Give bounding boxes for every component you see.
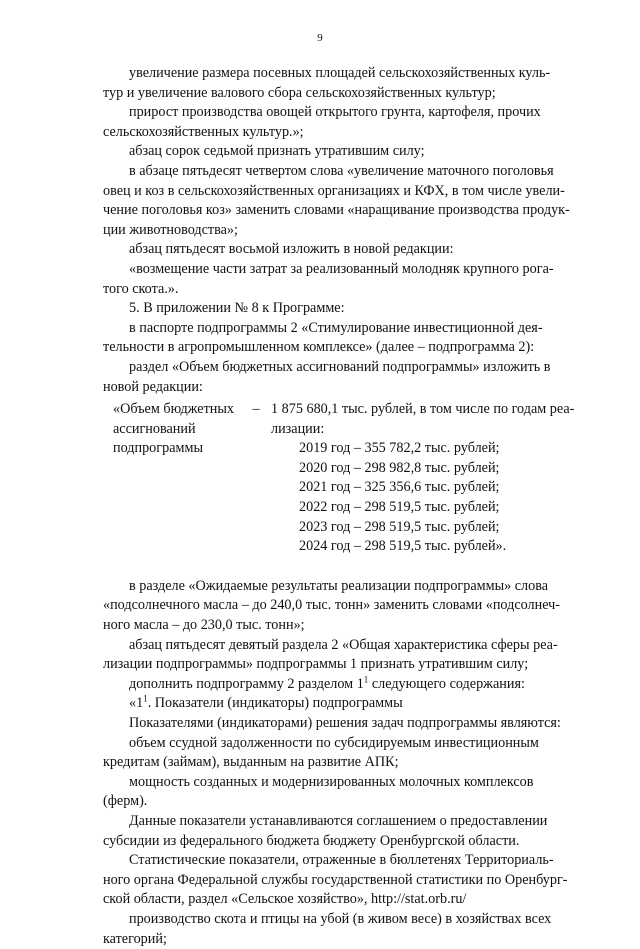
text-line: тур и увеличение валового сбора сельскохозяйственных культур; xyxy=(103,84,496,101)
bottom-paragraph xyxy=(103,636,599,675)
bottom-paragraph xyxy=(103,734,599,773)
budget-years-list xyxy=(271,439,599,557)
budget-year-line: 2021 год – 325 356,6 тыс. рублей; xyxy=(299,479,500,496)
budget-label-line: подпрограммы xyxy=(113,440,203,457)
budget-year-line: 2019 год – 355 782,2 тыс. рублей; xyxy=(299,440,500,457)
bottom-paragraph xyxy=(103,851,599,910)
text-line: Статистические показатели, отраженные в бюллетенях Территориаль- xyxy=(129,852,554,869)
text-line: увеличение размера посевных площадей сельскохозяйственных куль- xyxy=(129,65,551,81)
text-line: ного масла – до 230,0 тыс. тонн»; xyxy=(103,617,305,634)
text-line: сельскохозяйственных культур.»; xyxy=(103,123,304,140)
text-line: Показателями (индикаторами) решения задач подпрограммы являются: xyxy=(129,715,561,731)
budget-label-line: «Объем бюджетных xyxy=(113,401,235,418)
text-line: субсидии из федерального бюджета бюджету Оренбургской области. xyxy=(103,832,520,849)
budget-label xyxy=(103,400,241,557)
document-body xyxy=(103,64,599,949)
text-line: в разделе «Ожидаемые результаты реализации подпрограммы» слова xyxy=(129,577,549,594)
budget-total xyxy=(271,400,599,439)
budget-dash: – xyxy=(252,401,260,418)
text-line: 5. В приложении № 8 к Программе: xyxy=(129,300,345,317)
top-paragraph xyxy=(103,299,599,319)
text-line: раздел «Объем бюджетных ассигнований подпрограммы» изложить в xyxy=(129,358,551,375)
text-line: ции животноводства»; xyxy=(103,221,238,238)
bottom-paragraph xyxy=(103,812,599,851)
paragraphs-top xyxy=(103,64,599,397)
page-number: 9 xyxy=(317,32,323,44)
text-line: дополнить подпрограмму 2 разделом $1^1$ следующего содержания: xyxy=(129,674,525,692)
bottom-paragraph xyxy=(103,694,599,714)
budget-year-line: 2023 год – 298 519,5 тыс. рублей; xyxy=(299,518,500,535)
top-paragraph xyxy=(103,260,599,299)
top-paragraph xyxy=(103,162,599,240)
text-line: тельности в агропромышленном комплексе» (далее – подпрограмма 2): xyxy=(103,339,535,356)
text-line: категорий; xyxy=(103,930,167,947)
top-paragraph xyxy=(103,240,599,260)
text-line: (ферм). xyxy=(103,793,148,810)
bottom-paragraph xyxy=(103,714,599,734)
text-line: «$1^1$. Показатели (индикаторы) подпрограммы xyxy=(129,693,403,712)
text-line: в паспорте подпрограммы 2 «Стимулирование инвестиционной дея- xyxy=(129,319,543,336)
bottom-paragraph xyxy=(103,675,599,695)
text-line: производство скота и птицы на убой (в живом весе) в хозяйствах всех xyxy=(129,910,552,927)
text-line: ской области, раздел «Сельское хозяйство», http://stat.orb.ru/ xyxy=(103,891,467,908)
budget-year-line: 2024 год – 298 519,5 тыс. рублей». xyxy=(299,538,507,555)
text-line: абзац сорок седьмой признать утратившим силу; xyxy=(129,143,425,160)
budget-total-line: 1 875 680,1 тыс. рублей, в том числе по годам реа- xyxy=(271,401,575,418)
text-line: ного органа Федеральной службы государственной статистики по Оренбург- xyxy=(103,871,568,888)
text-line: мощность созданных и модернизированных молочных комплексов xyxy=(129,773,534,790)
top-paragraph xyxy=(103,358,599,397)
budget-year-line: 2020 год – 298 982,8 тыс. рублей; xyxy=(299,459,500,476)
text-line: «возмещение части затрат за реализованный молодняк крупного рога- xyxy=(129,260,554,277)
paragraphs-bottom xyxy=(103,577,599,949)
text-line: Данные показатели устанавливаются соглашением о предоставлении xyxy=(129,812,548,829)
bottom-paragraph xyxy=(103,910,599,949)
budget-year-line: 2022 год – 298 519,5 тыс. рублей; xyxy=(299,499,500,516)
text-line: чение поголовья коз» заменить словами «наращивание производства продук- xyxy=(103,202,570,219)
top-paragraph xyxy=(103,103,599,142)
budget-total-line: лизации: xyxy=(271,420,325,437)
text-line: лизации подпрограммы» подпрограммы 1 признать утратившим силу; xyxy=(103,656,529,673)
budget-label-line: ассигнований xyxy=(113,420,196,437)
bottom-paragraph xyxy=(103,773,599,812)
text-line: объем ссудной задолженности по субсидируемым инвестиционным xyxy=(129,734,539,751)
bottom-paragraph xyxy=(103,577,599,636)
top-paragraph xyxy=(103,64,599,103)
text-line: овец и коз в сельскохозяйственных организациях и КФХ, в том числе увели- xyxy=(103,182,565,199)
text-line: в абзаце пятьдесят четвертом слова «увеличение маточного поголовья xyxy=(129,162,554,179)
text-line: кредитам (займам), выданным на развитие АПК; xyxy=(103,754,399,771)
text-line: абзац пятьдесят восьмой изложить в новой редакции: xyxy=(129,241,454,258)
budget-values xyxy=(271,400,599,557)
text-line: прирост производства овощей открытого грунта, картофеля, прочих xyxy=(129,104,541,121)
text-line: того скота.». xyxy=(103,280,179,297)
budget-block xyxy=(103,400,599,557)
text-line: «подсолнечного масла – до 240,0 тыс. тонн» заменить словами «подсолнеч- xyxy=(103,597,561,614)
top-paragraph xyxy=(103,142,599,162)
text-line: абзац пятьдесят девятый раздела 2 «Общая характеристика сферы реа- xyxy=(129,636,558,653)
text-line: новой редакции: xyxy=(103,378,203,395)
top-paragraph xyxy=(103,319,599,358)
